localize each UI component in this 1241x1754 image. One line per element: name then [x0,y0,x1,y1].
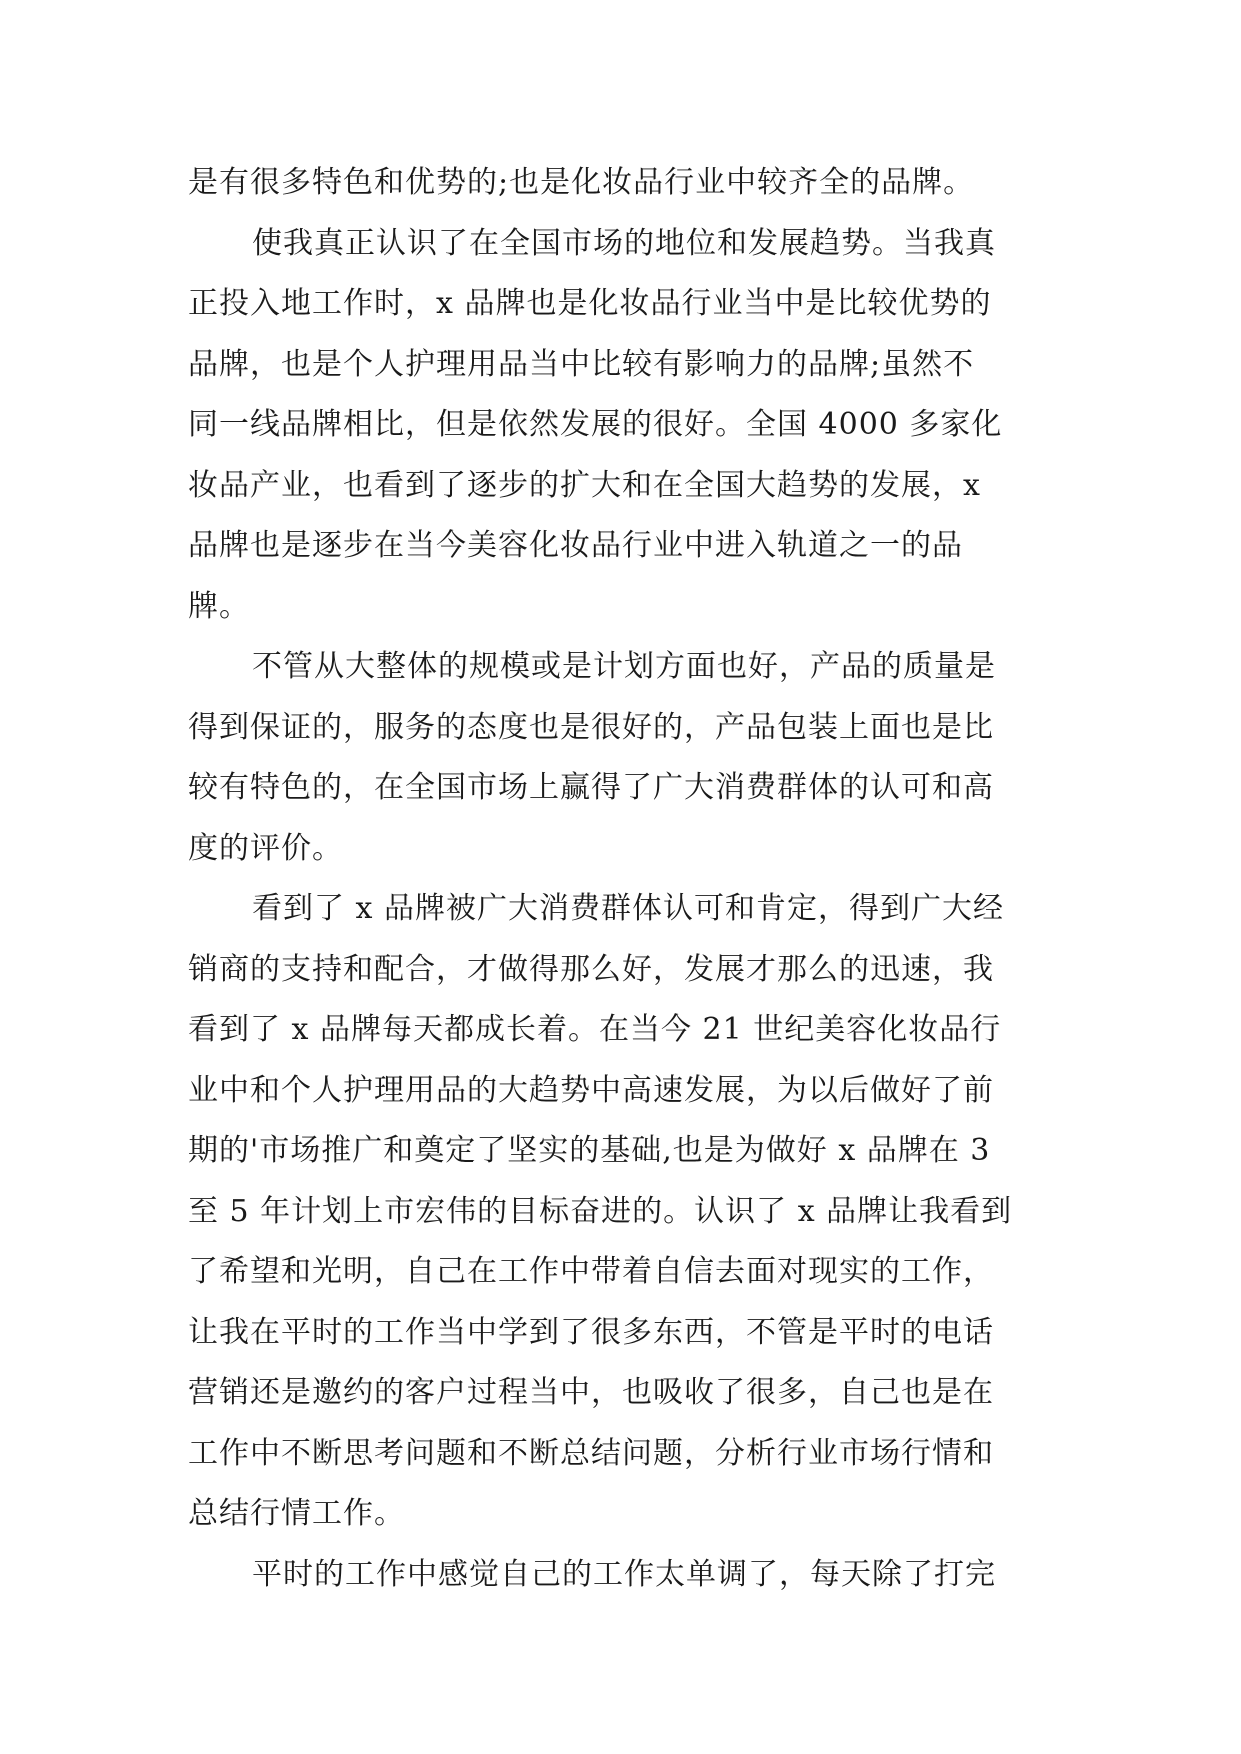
text-line: 使我真正认识了在全国市场的地位和发展趋势。当我真 [252,225,996,261]
text-line: 度的评价。 [188,830,343,866]
text-line: 正投入地工作时，x 品牌也是化妆品行业当中是比较优势的 [188,286,992,321]
text-line: 看到了 x 品牌每天都成长着。在当今 21 世纪美容化妆品行 [188,1012,1002,1047]
text-line: 得到保证的，服务的态度也是很好的，产品包装上面也是比 [188,709,994,745]
text-line: 平时的工作中感觉自己的工作太单调了，每天除了打完 [252,1556,996,1592]
text-line: 至 5 年计划上市宏伟的目标奋进的。认识了 x 品牌让我看到 [188,1193,1013,1229]
text-line: 同一线品牌相比，但是依然发展的很好。全国 4000 多家化 [188,407,1003,442]
text-line: 总结行情工作。 [188,1496,405,1531]
text-line: 品牌，也是个人护理用品当中比较有影响力的品牌;虽然不 [188,346,975,382]
text-line: 工作中不断思考问题和不断总结问题，分析行业市场行情和 [188,1435,994,1471]
text-line: 业中和个人护理用品的大趋势中高速发展，为以后做好了前 [188,1072,994,1108]
text-line: 较有特色的，在全国市场上赢得了广大消费群体的认可和高 [188,770,994,805]
paragraph [188,879,1056,1545]
text-line: 品牌也是逐步在当今美容化妆品行业中进入轨道之一的品 [188,528,963,563]
text-line: 牌。 [188,588,250,624]
text-line: 看到了 x 品牌被广大消费群体认可和肯定，得到广大经 [252,891,1004,926]
text-line: 了希望和光明，自己在工作中带着自信去面对现实的工作， [188,1254,994,1289]
text-line: 不管从大整体的规模或是计划方面也好，产品的质量是 [252,649,996,684]
text-line: 是有很多特色和优势的;也是化妆品行业中较齐全的品牌。 [188,165,975,200]
text-line: 让我在平时的工作当中学到了很多东西，不管是平时的电话 [188,1314,994,1350]
text-line: 妆品产业，也看到了逐步的扩大和在全国大趋势的发展，x [188,467,981,503]
text-line: 营销还是邀约的客户过程当中，也吸收了很多，自己也是在 [188,1375,994,1410]
paragraph [188,153,1056,214]
paragraph [188,637,1056,879]
text-line: 销商的支持和配合，才做得那么好，发展才那么的迅速，我 [188,951,994,987]
paragraph [188,214,1056,638]
paragraph [188,1545,1056,1606]
text-line: 期的'市场推广和奠定了坚实的基础,也是为做好 x 品牌在 3 [188,1133,991,1168]
document-body [188,153,1056,1605]
